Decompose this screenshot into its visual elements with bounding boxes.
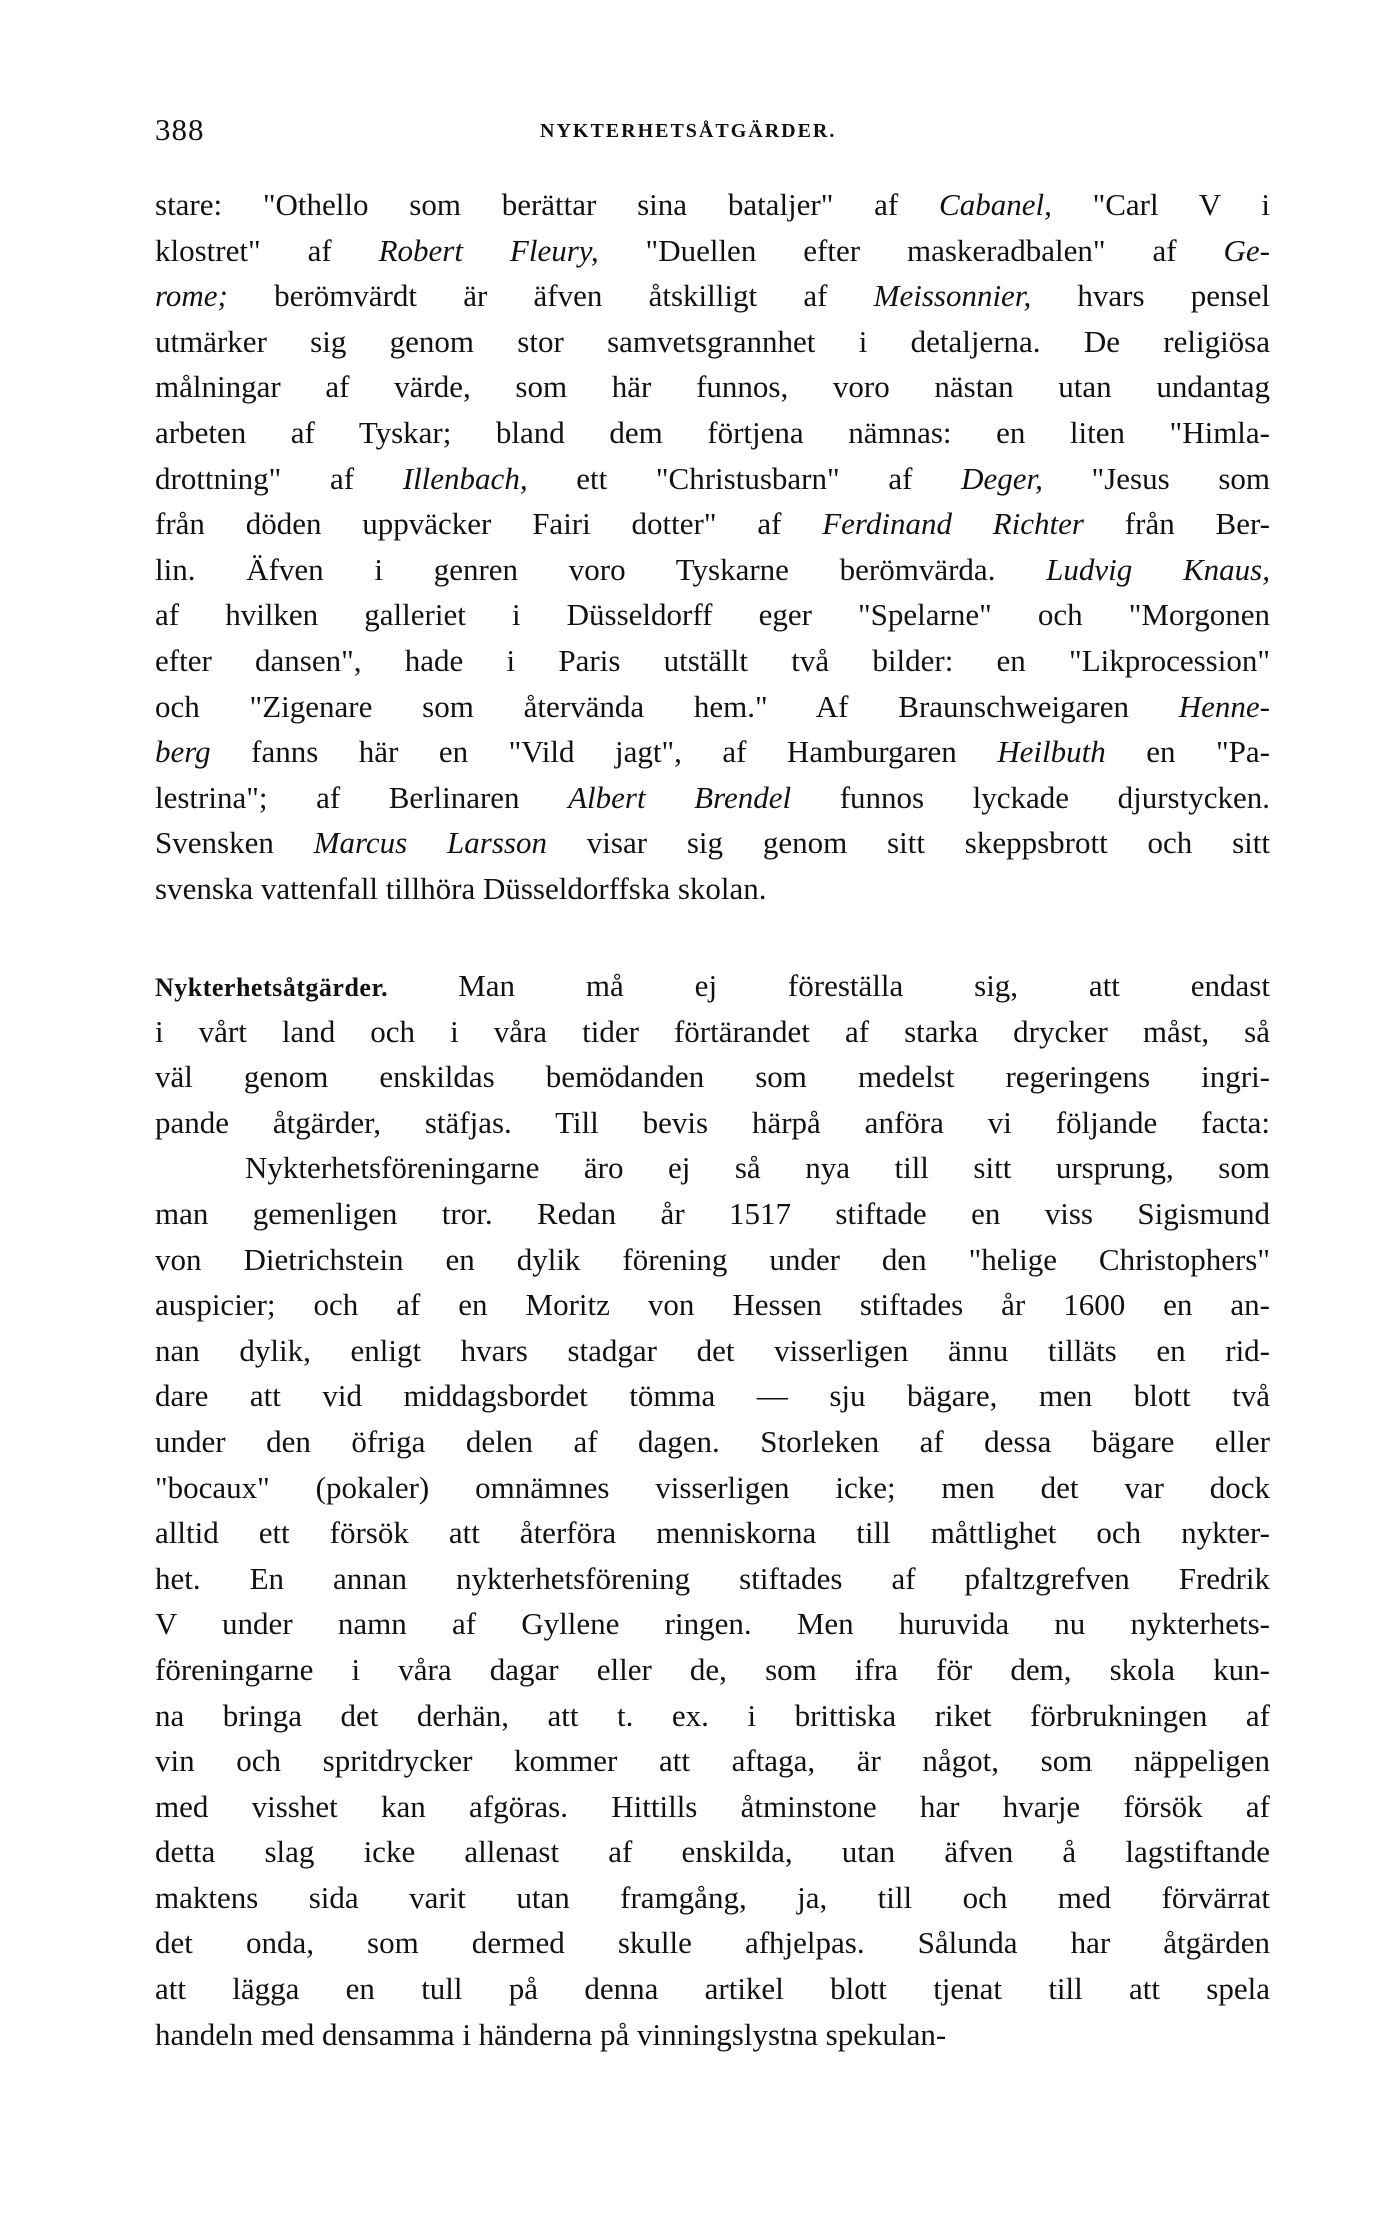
text-line [155, 1875, 1270, 1921]
text-segment: dare att vid middagsbordet tömma — sju bägare, men blott två [155, 1378, 1270, 1414]
italic-name-text: Cabanel, [939, 187, 1052, 222]
text-line [155, 1419, 1270, 1465]
text-segment: af hvilken galleriet i Düsseldorff eger "Spelarne" och "Morgonen [155, 597, 1270, 633]
italic-name-text: Ferdinand Richter [822, 506, 1084, 542]
text-line [155, 1556, 1270, 1602]
text-segment: en "Pa- [1105, 734, 1270, 770]
text-segment: von Dietrichstein en dylik förening under den "helige Christophers" [155, 1241, 1270, 1277]
italic-name-text: Deger, [961, 460, 1043, 496]
text-segment: under den öfriga delen af dagen. Storleken af dessa bägare eller [155, 1423, 1270, 1459]
text-segment: från Ber- [1084, 506, 1270, 542]
text-segment: na bringa det derhän, att t. ex. i brittiska riket förbrukningen af [155, 1697, 1270, 1733]
text-segment: och "Zigenare som återvända hem." Af Braunschweigaren [155, 688, 1179, 724]
text-line [155, 2012, 1270, 2058]
text-line [155, 775, 1270, 821]
text-segment: från döden uppväcker Fairi dotter" af [155, 506, 823, 542]
italic-name-text: rome; [155, 278, 228, 314]
text-line [155, 729, 1270, 775]
text-segment: med visshet kan afgöras. Hittills åtminstone har hvarje försök af [155, 1788, 1270, 1824]
italic-name-text: Illenbach, [402, 460, 528, 496]
text-segment: i vårt land och i våra tider förtärandet af starka drycker måst, så [155, 1013, 1270, 1049]
text-segment: detta slag icke allenast af enskilda, utan äfven å lagstiftande [155, 1834, 1270, 1870]
text-line [155, 1100, 1270, 1146]
text-line [155, 1328, 1270, 1374]
text-segment: svenska vattenfall tillhöra Düsseldorffska skolan. [155, 870, 767, 906]
italic-name-text: Marcus Larsson [313, 825, 547, 861]
text-segment: klostret" af [155, 232, 379, 268]
text-line [155, 1693, 1270, 1739]
text-segment: berömvärdt är äfven åtskilligt af [227, 278, 874, 314]
italic-name-text: Meissonnier, [873, 278, 1032, 314]
text-line [155, 364, 1270, 410]
text-line [155, 1784, 1270, 1830]
text-line [155, 592, 1270, 638]
text-segment: maktens sida varit utan framgång, ja, till och med förvärrat [155, 1879, 1270, 1915]
text-line [155, 1054, 1270, 1100]
text-line [155, 1145, 1270, 1191]
text-line [155, 319, 1270, 365]
text-line [155, 820, 1270, 866]
text-segment: het. En annan nykterhetsförening stiftades af pfaltzgrefven Fredrik [155, 1560, 1270, 1596]
text-segment: målningar af värde, som här funnos, voro nästan utan undantag [155, 369, 1270, 405]
text-segment: man gemenligen tror. Redan år 1517 stiftade en viss Sigismund [155, 1195, 1270, 1231]
text-line [155, 1738, 1270, 1784]
text-line [155, 1601, 1270, 1647]
page-number: 388 [155, 112, 205, 147]
text-line [155, 1829, 1270, 1875]
text-segment: föreningarne i våra dagar eller de, som ifra för dem, skola kun- [155, 1651, 1270, 1687]
text-segment: handeln med densamma i händerna på vinningslystna spekulan- [155, 2016, 947, 2052]
text-segment: "Carl V i [1051, 187, 1271, 222]
text-segment: "Duellen efter maskeradbalen" af [598, 232, 1224, 268]
text-segment: stare: "Othello som berättar sina bataljer" af [155, 187, 940, 222]
text-segment: efter dansen", hade i Paris utställt två bilder: en "Likprocession" [155, 642, 1270, 678]
text-line [155, 1237, 1270, 1283]
text-segment: "bocaux" (pokaler) omnämnes visserligen icke; men det var dock [155, 1469, 1270, 1505]
text-line [155, 228, 1270, 274]
italic-name-text: Robert Fleury, [378, 232, 599, 268]
text-segment: Nykterhetsföreningarne äro ej så nya till sitt ursprung, som [245, 1150, 1270, 1186]
text-line [155, 638, 1270, 684]
text-line [155, 866, 1270, 912]
text-segment: väl genom enskildas bemödanden som medelst regeringens ingri- [155, 1059, 1270, 1095]
text-line [155, 182, 1270, 228]
section-heading: Nykterhetsåtgärder. [155, 973, 459, 1002]
text-segment: pande åtgärder, stäfjas. Till bevis härpå anföra vi följande facta: [155, 1104, 1270, 1140]
text-line [155, 1373, 1270, 1419]
italic-name-text: Ludvig Knaus, [1046, 551, 1270, 587]
text-line [155, 410, 1270, 456]
text-line [155, 1647, 1270, 1693]
text-line [155, 1191, 1270, 1237]
text-line [155, 1465, 1270, 1511]
text-segment: auspicier; och af en Moritz von Hessen stiftades år 1600 en an- [155, 1287, 1270, 1323]
text-segment: det onda, som dermed skulle afhjelpas. Sålunda har åtgärden [155, 1925, 1270, 1961]
text-segment: visar sig genom sitt skeppsbrott och sitt [546, 825, 1271, 861]
text-line [155, 273, 1270, 319]
text-segment: arbeten af Tyskar; bland dem förtjena nämnas: en liten "Himla- [155, 414, 1270, 450]
text-segment: nan dylik, enligt hvars stadgar det visserligen ännu tilläts en rid- [155, 1332, 1270, 1368]
text-segment: drottning" af [155, 460, 403, 496]
italic-name-text: Ge- [1223, 232, 1270, 268]
italic-name-text: Henne- [1178, 688, 1270, 724]
italic-name-text: Heilbuth [997, 734, 1106, 770]
running-title: NYKTERHETSÅTGÄRDER. [540, 120, 837, 142]
text-line [155, 684, 1270, 730]
text-segment: Svensken [155, 825, 314, 861]
text-segment: Man må ej föreställa sig, att endast [458, 968, 1270, 1003]
text-segment: funnos lyckade djurstycken. [791, 779, 1270, 815]
text-line [155, 1920, 1270, 1966]
text-segment: V under namn af Gyllene ringen. Men huruvida nu nykterhets- [155, 1606, 1270, 1642]
italic-name-text: berg [155, 734, 211, 770]
text-line [155, 456, 1270, 502]
text-segment: "Jesus som [1042, 460, 1270, 496]
text-line [155, 1282, 1270, 1328]
text-line [155, 547, 1270, 593]
text-line [155, 1510, 1270, 1556]
text-segment: fanns här en "Vild jagt", af Hamburgaren [210, 734, 998, 770]
text-segment: hvars pensel [1031, 278, 1270, 314]
text-segment: ett "Christusbarn" af [527, 460, 962, 496]
paragraph-temperance-measures [155, 963, 1270, 2057]
text-line [155, 963, 1270, 1009]
italic-name-text: Albert Brendel [568, 779, 792, 815]
paragraph-art-exhibition [155, 182, 1270, 912]
text-line [155, 501, 1270, 547]
page-header [155, 112, 1270, 152]
text-segment: utmärker sig genom stor samvetsgrannhet i detaljerna. De religiösa [155, 323, 1270, 359]
text-line [155, 1966, 1270, 2012]
text-segment: alltid ett försök att återföra menniskorna till måttlighet och nykter- [155, 1515, 1270, 1551]
text-line [155, 1009, 1270, 1055]
text-segment: att lägga en tull på denna artikel blott tjenat till att spela [155, 1971, 1270, 2007]
text-segment: lestrina"; af Berlinaren [155, 779, 569, 815]
text-segment: lin. Äfven i genren voro Tyskarne berömvärda. [155, 551, 1047, 587]
text-segment: vin och spritdrycker kommer att aftaga, är något, som näppeligen [155, 1743, 1270, 1779]
